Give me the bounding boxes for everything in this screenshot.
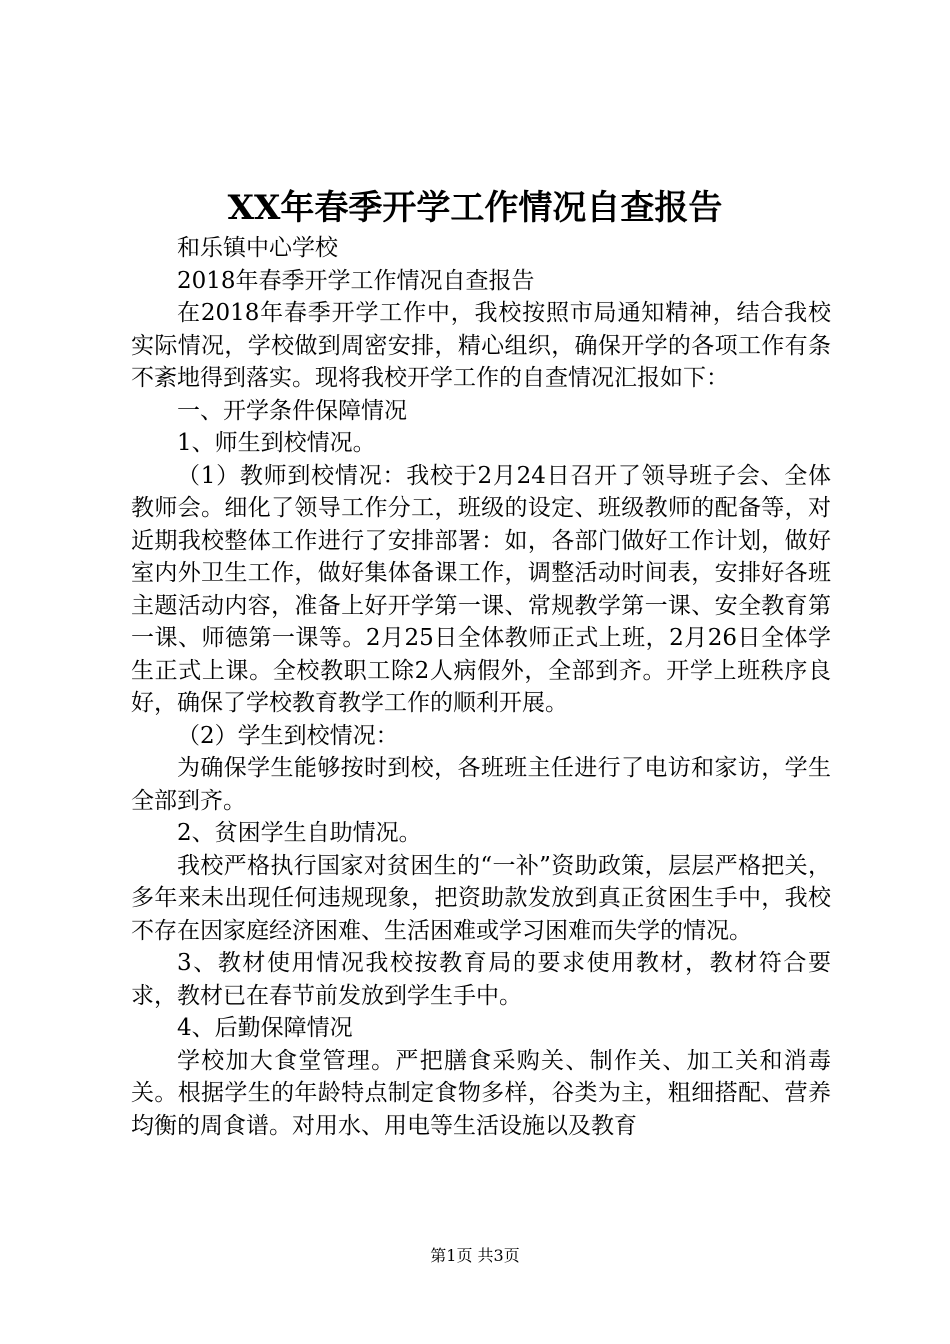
- subheading-arrival: 1、师生到校情况。: [177, 430, 376, 456]
- subheading-student-arrival: （2）学生到校情况：: [177, 722, 399, 749]
- subheading-logistics: 4、后勤保障情况: [177, 1015, 353, 1041]
- paragraph-textbooks: 3、教材使用情况我校按教育局的要求使用教材，教材符合要求，教材已在春节前发放到学生手中。: [131, 950, 831, 1009]
- paragraph-teacher-arrival: （1）教师到校情况：我校于2月24日召开了领导班子会、全体教师会。细化了领导工作分工，班级的设定、班级教师的配备等，对近期我校整体工作进行了安排部署：如，各部门做好工作计划，做好室内外卫生工作，做好集体备课工作，调整活动时间表，安排好各班主题活动内容，准备上好开学第一课、常规教学第一课、安全教育第一课、师德第一课等。2月25日全体教师正式上班，2月26日全体学生正式上课。全校教职工除2人病假外，全部到齐。开学上班秩序良好，确保了学校教育教学工作的顺利开展。: [131, 462, 831, 716]
- paragraph-school-name: 和乐镇中心学校: [177, 235, 338, 261]
- document-title: XX年春季开学工作情况自查报告: [227, 188, 723, 228]
- document-body: [131, 232, 831, 1142]
- paragraph-report-subtitle: 2018年春季开学工作情况自查报告: [177, 267, 535, 294]
- subheading-poor-students: 2、贫困学生自助情况。: [177, 820, 422, 846]
- paragraph-student-arrival: 为确保学生能够按时到校，各班班主任进行了电访和家访，学生全部到齐。: [131, 755, 831, 814]
- paragraph-intro: 在2018年春季开学工作中，我校按照市局通知精神，结合我校实际情况，学校做到周密安排，精心组织，确保开学的各项工作有条不紊地得到落实。现将我校开学工作的自查情况汇报如下：: [131, 300, 831, 391]
- section-heading-conditions: 一、开学条件保障情况: [177, 397, 407, 424]
- page-footer: 第1页 共3页: [430, 1246, 520, 1265]
- paragraph-poor-students: 我校严格执行国家对贫困生的“一补”资助政策，层层严格把关，多年来未出现任何违规现象，把资助款发放到真正贫困生手中，我校不存在因家庭经济困难、生活困难或学习困难而失学的情况。: [131, 852, 831, 944]
- paragraph-logistics: 学校加大食堂管理。严把膳食采购关、制作关、加工关和消毒关。根据学生的年龄特点制定食物多样，谷类为主，粗细搭配、营养均衡的周食谱。对用水、用电等生活设施以及教育: [131, 1047, 831, 1139]
